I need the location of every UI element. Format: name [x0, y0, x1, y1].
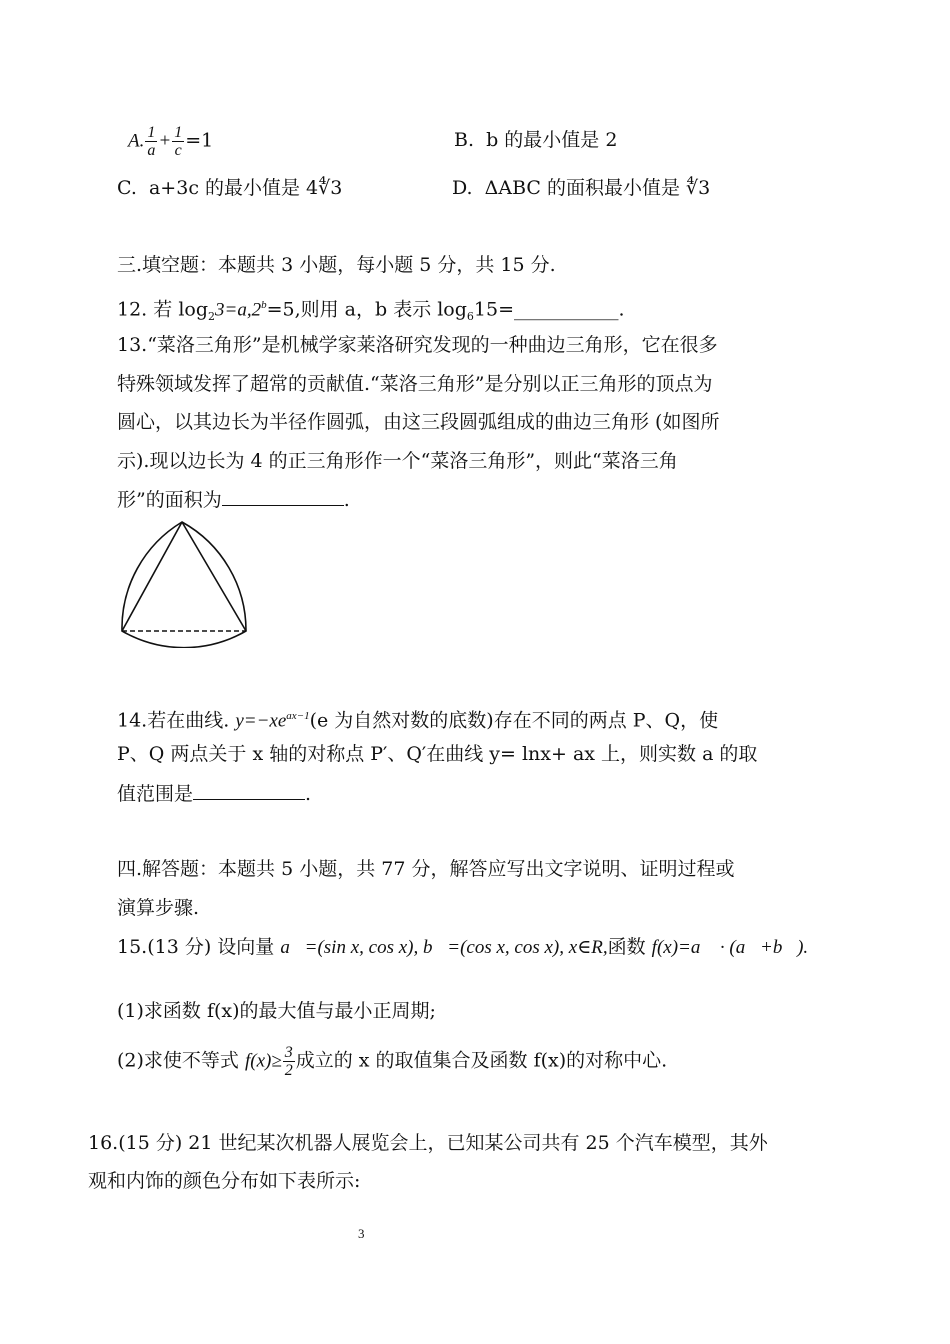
frac-num: 3 [284, 1044, 293, 1061]
q13-line-1: 13.“菜洛三角形”是机械学家莱洛研究发现的一种曲边三角形，它在很多 [117, 334, 718, 356]
q12-end: 15=___________. [473, 298, 625, 321]
option-a-label: A. [128, 130, 145, 152]
section3-heading: 三.填空题：本题共 3 小题，每小题 5 分，共 15 分. [117, 254, 556, 276]
fraction-1-over-c [172, 124, 184, 159]
q15-part2-rest: 成立的 x 的取值集合及函数 f(x)的对称中心. [295, 1049, 668, 1072]
plus-sign: + [158, 130, 172, 152]
q14-line-3 [117, 781, 311, 806]
log-text: log [178, 298, 208, 321]
q11-option-b: B. b 的最小值是 2 [454, 129, 618, 151]
q12-mid: 3=a,2 [215, 299, 262, 321]
frac-num: 1 [174, 124, 183, 141]
frac-den: 2 [284, 1062, 293, 1079]
q15-part-1: (1)求函数 f(x)的最大值与最小正周期; [117, 1000, 436, 1022]
curve-expression: y=−xe [235, 710, 287, 732]
q11-option-c: C. a+3c 的最小值是 4∜3 [117, 177, 343, 199]
q14-line-2: P、Q 两点关于 x 轴的对称点 P′、Q′在曲线 y= lnx+ ax 上，则实数 a 的取 [117, 743, 758, 765]
q12 [117, 293, 625, 329]
curve-exponent: ax−1 [286, 710, 310, 722]
section4-heading-line2: 演算步骤. [117, 897, 200, 919]
q13-last-text: 形”的面积为 [117, 489, 222, 511]
answer-blank [193, 781, 305, 800]
q13-line-5 [117, 487, 350, 512]
q13-line-3: 圆心，以其边长为半径作圆弧，由这三段圆弧组成的曲边三角形 (如图所 [117, 411, 720, 433]
q14-prefix: 14.若在曲线. [117, 709, 230, 732]
triangle-side-right [182, 522, 246, 631]
equals-one: =1 [185, 129, 214, 152]
frac-den: a [147, 142, 156, 159]
q14-rest: (e 为自然对数的底数)存在不同的两点 P、Q，使 [309, 709, 719, 732]
frac-num: 1 [147, 124, 156, 141]
section4-heading-line1: 四.解答题：本题共 5 小题，共 77 分，解答应写出文字说明、证明过程或 [117, 858, 735, 880]
q15-part-2 [117, 1044, 667, 1079]
fraction-3-over-2 [283, 1044, 295, 1079]
frac-den: c [174, 142, 182, 159]
exponent-b: b [261, 299, 267, 311]
q15-func-label: 函数 [607, 936, 646, 958]
log-base-6: 6 [466, 310, 474, 324]
q15-prefix: 15.(13 分) 设向量 [117, 936, 275, 958]
q16-line-2: 观和内饰的颜色分布如下表所示: [88, 1170, 361, 1192]
q15-function: f(x)=a⃗ · (a⃗+b⃗). [651, 937, 809, 958]
q15-vectors: a⃗=(sin x, cos x), b⃗=(cos x, cos x), x∈R, [280, 937, 608, 958]
q13-line-4: 示).现以边长为 4 的正三角形作一个“菜洛三角形”，则此“菜洛三角 [117, 450, 678, 472]
log-base: 2 [208, 310, 215, 324]
fraction-1-over-a [145, 124, 157, 159]
triangle-side-left [122, 522, 182, 631]
q13-end: . [343, 489, 350, 511]
q11-option-a [128, 124, 213, 159]
q16-line-1: 16.(15 分) 21 世纪某次机器人展览会上，已知某公司共有 25 个汽车模型，其外 [88, 1132, 768, 1154]
inequality-lhs: f(x)≥ [244, 1050, 282, 1072]
page-number: 3 [358, 1226, 365, 1241]
q12-rest: =5,则用 a，b 表示 log [266, 298, 467, 321]
q13-line-2: 特殊领域发挥了超常的贡献值.“菜洛三角形”是分别以正三角形的顶点为 [117, 373, 713, 395]
q14-end: . [305, 783, 312, 805]
q11-option-d: D. ΔABC 的面积最小值是 ∜3 [452, 177, 711, 199]
q14-line-1 [117, 704, 718, 733]
q14-line3-text: 值范围是 [117, 783, 194, 805]
reuleaux-triangle-figure [112, 516, 258, 648]
q15-stem [117, 935, 808, 960]
q12-prefix: 12. 若 [117, 298, 173, 321]
answer-blank [222, 487, 344, 506]
q15-part2-prefix: (2)求使不等式 [117, 1049, 239, 1072]
reuleaux-arc-outline [122, 522, 246, 648]
